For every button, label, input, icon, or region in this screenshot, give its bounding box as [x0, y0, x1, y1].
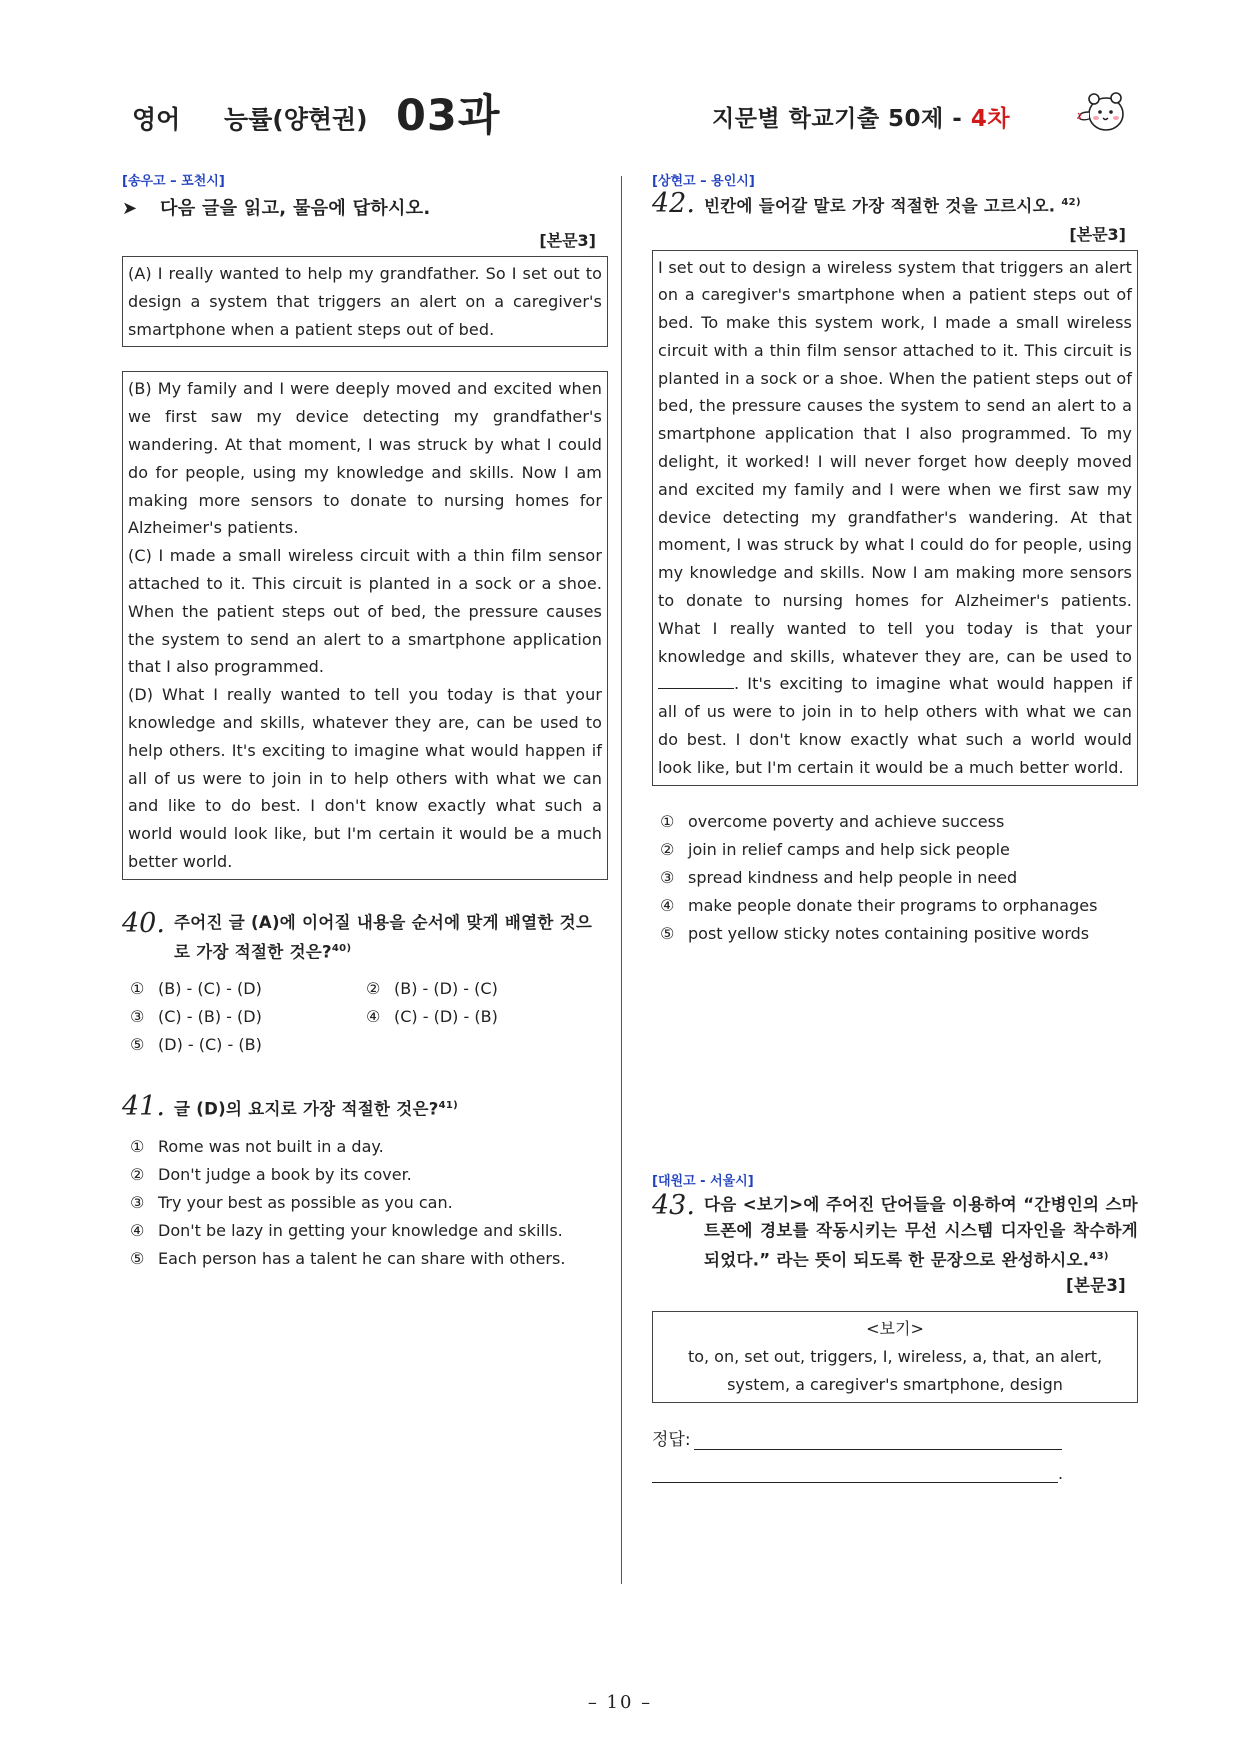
option[interactable]	[130, 1245, 608, 1273]
option-mark: ③	[130, 1007, 145, 1027]
passage-after-blank: . It's exciting to imagine what would happen if all of us were to join in to help others with what we can do best. I don't know exactly what such a world would look like, but I'm certain it would be a much better world.	[658, 674, 1132, 777]
option[interactable]	[130, 1133, 608, 1161]
source-school: [대원고 - 서울시]	[652, 1173, 754, 1189]
option-text: spread kindness and help people in need	[688, 867, 1018, 887]
question-number: 40.	[122, 907, 165, 939]
options-41	[122, 1133, 608, 1273]
option[interactable]	[366, 975, 602, 1003]
options-40	[122, 975, 608, 1059]
answer-area	[652, 1425, 1138, 1450]
option-mark: ①	[660, 811, 675, 831]
option-mark: ③	[130, 1192, 145, 1212]
option-text: Don't be lazy in getting your knowledge and skills.	[158, 1220, 563, 1240]
passage-c: (C) I made a small wireless circuit with a thin film sensor attached to it. This circuit is planted in a sock or a shoe. When the patient steps out of bed, the pressure causes the system to send an alert to a smartphone application that I also programmed.	[128, 546, 602, 677]
series-label: 지문별 학교기출 50제 -	[712, 106, 971, 132]
column-divider	[621, 176, 622, 1584]
question-43	[652, 1189, 1138, 1300]
passage-42-box	[652, 250, 1138, 786]
question-ref: 41)	[438, 1100, 459, 1112]
option-mark: ②	[130, 1164, 145, 1184]
page-number: – 10 –	[587, 1692, 653, 1713]
option-mark: ④	[366, 1007, 381, 1027]
lesson-number: 03과	[396, 91, 501, 141]
textbook-title: 능률(양현권)	[224, 105, 368, 134]
subject-title: 영어	[132, 105, 181, 134]
round-label: 4차	[970, 106, 1011, 132]
question-stem: 다음 <보기>에 주어진 단어들을 이용하여 “간병인의 스마트폰에 경보를 작동시키는 무선 시스템 디자인을 착수하게 되었다.” 라는 뜻이 되도록 한 문장으로 완성하시오.	[704, 1194, 1138, 1270]
option-mark: ⑤	[130, 1035, 145, 1055]
section-tag: [본문3]	[1069, 224, 1126, 244]
passage-d: (D) What I really wanted to tell you today is that your knowledge and skills, whatever they are, can be used to help others. It's exciting to imagine what would happen if all of us were to join in to help others with what we can and like to do best. I don't know exactly what such a world would look like, but I'm certain it would be a much better world.	[128, 685, 602, 871]
option[interactable]	[366, 1003, 602, 1031]
question-number: 42.	[652, 188, 695, 219]
question-number: 41.	[122, 1091, 165, 1123]
question-stem: 글 (D)의 요지로 가장 적절한 것은?	[174, 1099, 439, 1119]
answer-blank	[658, 673, 734, 689]
option-text: make people donate their programs to orphanages	[688, 895, 1098, 915]
options-42	[652, 808, 1138, 948]
option[interactable]	[660, 920, 1138, 948]
page-header	[132, 88, 1122, 148]
question-text	[174, 1093, 458, 1123]
passage-a: (A) I really wanted to help my grandfather. So I set out to design a system that triggers an alert on a caregiver's smartphone when a patient steps out of bed.	[128, 264, 602, 339]
option-text: Each person has a talent he can share with others.	[158, 1248, 566, 1268]
series-title	[712, 100, 1010, 133]
option-mark: ①	[130, 979, 145, 999]
directive	[122, 194, 608, 220]
directive-text: 다음 글을 읽고, 물음에 답하시오.	[160, 198, 431, 219]
option[interactable]	[130, 1003, 366, 1031]
option[interactable]	[130, 1217, 608, 1245]
option[interactable]	[130, 1161, 608, 1189]
question-42	[652, 190, 1138, 220]
option-text: Try your best as possible as you can.	[158, 1192, 453, 1212]
answer-area-2	[652, 1464, 1138, 1483]
right-column	[652, 170, 1138, 1483]
answer-label: 정답:	[652, 1430, 691, 1451]
option-text: (B) - (D) - (C)	[394, 979, 498, 999]
section-tag: [본문3]	[539, 231, 596, 250]
option-mark: ②	[366, 979, 381, 999]
question-text	[704, 1192, 1138, 1300]
option[interactable]	[660, 892, 1138, 920]
answer-period: .	[1058, 1464, 1064, 1484]
question-number: 43.	[652, 1189, 695, 1221]
bogi-box	[652, 1311, 1138, 1403]
option[interactable]	[130, 1189, 608, 1217]
source-school: [상현고 – 용인시]	[652, 174, 755, 189]
passage-before-blank: I set out to design a wireless system that triggers an alert on a caregiver's smartphone when a patient steps out of bed. To make this system work, I made a small wireless circuit with a thin film sensor attached to it. This circuit is planted in a sock or a shoe. When the patient steps out of bed, the pressure causes the system to send an alert to a smartphone application that I also programmed. To my delight, it worked! I will never forget how deeply moved and excited my family and I were when we first saw my device detecting my grandfather's wandering. At that moment, I was struck by what I could do for people, using my knowledge and skills. Now I am making more sensors to donate to nursing homes for Alzheimer's patients. What I really wanted to tell you today is that your knowledge and skills, whatever they are, can be used to	[658, 257, 1132, 666]
passage-bcd-box	[122, 371, 608, 879]
option-text: (C) - (B) - (D)	[158, 1007, 262, 1027]
option[interactable]	[130, 1031, 366, 1059]
question-41	[122, 1093, 608, 1123]
question-text	[174, 910, 608, 966]
question-text	[704, 190, 1081, 220]
passage-a-box	[122, 256, 608, 347]
option-mark: ①	[130, 1136, 145, 1156]
source-school: [송우고 – 포천시]	[122, 174, 225, 189]
option-text: Don't judge a book by its cover.	[158, 1164, 412, 1184]
answer-line[interactable]	[694, 1430, 1062, 1450]
option-text: Rome was not built in a day.	[158, 1136, 384, 1156]
option-text: (C) - (D) - (B)	[394, 1007, 498, 1027]
option-text: (B) - (C) - (D)	[158, 979, 262, 999]
question-40	[122, 907, 608, 966]
option-text: (D) - (C) - (B)	[158, 1035, 262, 1055]
bear-mascot-icon	[1076, 88, 1126, 136]
arrow-icon: ➤	[122, 198, 138, 219]
left-column	[122, 170, 608, 1273]
option[interactable]	[130, 975, 366, 1003]
option-mark: ③	[660, 867, 675, 887]
question-ref: 40)	[331, 942, 352, 954]
question-ref: 42)	[1061, 197, 1081, 208]
question-43-section	[652, 1170, 1138, 1484]
option-mark: ④	[660, 895, 675, 915]
passage-b: (B) My family and I were deeply moved and excited when we first saw my device detecting my grandfather's wandering. At that moment, I was struck by what I could do for people, using my knowledge and skills. Now I am making more sensors to donate to nursing homes for Alzheimer's patients.	[128, 379, 602, 538]
question-ref: 43)	[1089, 1250, 1109, 1262]
option-mark: ⑤	[660, 923, 675, 943]
bogi-words: to, on, set out, triggers, I, wireless, a, that, an alert, system, a caregiver's smartphone, design	[687, 1347, 1103, 1395]
option-mark: ②	[660, 839, 675, 859]
section-tag: [본문3]	[1066, 1276, 1126, 1296]
option-text: overcome poverty and achieve success	[688, 811, 1005, 831]
option[interactable]	[660, 808, 1138, 836]
question-stem: 빈칸에 들어갈 말로 가장 적절한 것을 고르시오.	[704, 196, 1056, 216]
option-mark: ⑤	[130, 1248, 145, 1268]
option-mark: ④	[130, 1220, 145, 1240]
answer-line[interactable]	[652, 1467, 1058, 1483]
option[interactable]	[660, 836, 1138, 864]
option-text: join in relief camps and help sick people	[688, 839, 1010, 859]
option[interactable]	[660, 864, 1138, 892]
question-stem: 주어진 글 (A)에 이어질 내용을 순서에 맞게 배열한 것으로 가장 적절한 것은?	[174, 912, 593, 962]
bogi-title: <보기>	[866, 1319, 924, 1339]
option-text: post yellow sticky notes containing positive words	[688, 923, 1090, 943]
